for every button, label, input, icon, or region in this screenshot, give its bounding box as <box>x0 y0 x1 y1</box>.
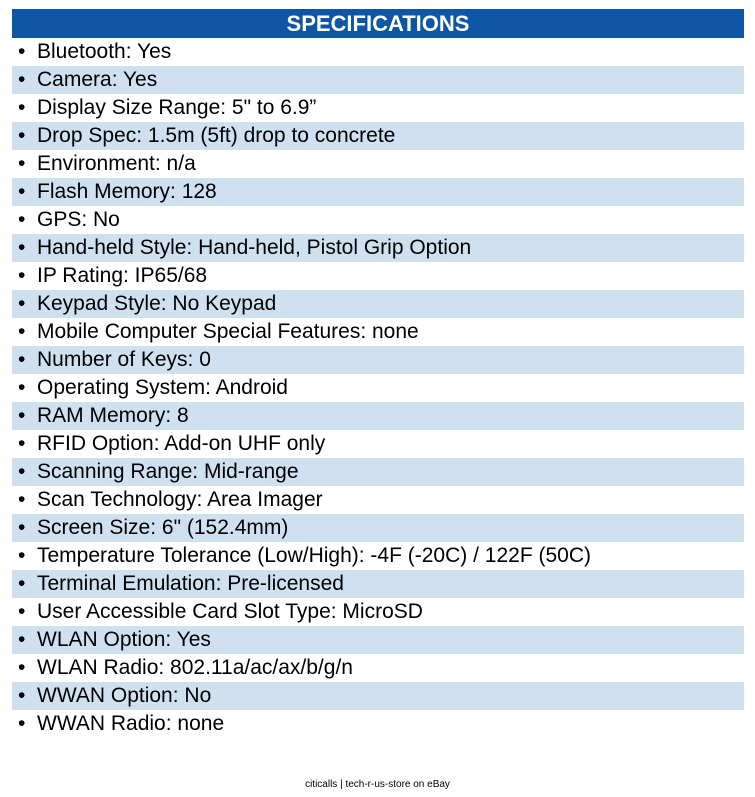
bullet-icon: • <box>18 684 26 707</box>
bullet-icon: • <box>18 488 26 511</box>
spec-row <box>12 542 744 570</box>
bullet-icon: • <box>18 68 26 91</box>
bullet-icon: • <box>18 712 26 735</box>
spec-text: Flash Memory: 128 <box>37 180 217 203</box>
spec-text: Drop Spec: 1.5m (5ft) drop to concrete <box>37 124 396 147</box>
bullet-icon: • <box>18 40 26 63</box>
bullet-icon: • <box>18 432 26 455</box>
spec-text: RFID Option: Add-on UHF only <box>37 432 326 455</box>
spec-text: Terminal Emulation: Pre-licensed <box>37 572 344 595</box>
bullet-icon: • <box>18 656 26 679</box>
specifications-list <box>12 38 744 738</box>
spec-text: User Accessible Card Slot Type: MicroSD <box>37 600 423 623</box>
bullet-icon: • <box>18 236 26 259</box>
spec-row <box>12 514 744 542</box>
spec-text: Mobile Computer Special Features: none <box>37 320 419 343</box>
spec-row <box>12 150 744 178</box>
spec-row <box>12 66 744 94</box>
spec-text: Bluetooth: Yes <box>37 40 172 63</box>
spec-text: Temperature Tolerance (Low/High): -4F (-20C) / 122F (50C) <box>37 544 591 567</box>
bullet-icon: • <box>18 264 26 287</box>
spec-text: Scanning Range: Mid-range <box>37 460 299 483</box>
spec-row <box>12 374 744 402</box>
bullet-icon: • <box>18 516 26 539</box>
spec-text: Keypad Style: No Keypad <box>37 292 277 315</box>
bullet-icon: • <box>18 460 26 483</box>
spec-text: Hand-held Style: Hand-held, Pistol Grip Option <box>37 236 472 259</box>
spec-row <box>12 318 744 346</box>
spec-text: GPS: No <box>37 208 120 231</box>
bullet-icon: • <box>18 572 26 595</box>
spec-text: RAM Memory: 8 <box>37 404 189 427</box>
spec-text: Environment: n/a <box>37 152 196 175</box>
bullet-icon: • <box>18 544 26 567</box>
spec-row <box>12 262 744 290</box>
spec-row <box>12 710 744 738</box>
spec-text: Operating System: Android <box>37 376 288 399</box>
spec-row <box>12 682 744 710</box>
spec-text: Scan Technology: Area Imager <box>37 488 323 511</box>
spec-row <box>12 178 744 206</box>
spec-row <box>12 430 744 458</box>
spec-row <box>12 626 744 654</box>
spec-row <box>12 290 744 318</box>
bullet-icon: • <box>18 292 26 315</box>
spec-text: Screen Size: 6" (152.4mm) <box>37 516 289 539</box>
bullet-icon: • <box>18 180 26 203</box>
spec-row <box>12 402 744 430</box>
bullet-icon: • <box>18 320 26 343</box>
spec-text: WWAN Option: No <box>37 684 212 707</box>
spec-row <box>12 598 744 626</box>
bullet-icon: • <box>18 404 26 427</box>
bullet-icon: • <box>18 600 26 623</box>
bullet-icon: • <box>18 152 26 175</box>
footer-text: citicalls | tech-r-us-store on eBay <box>305 779 450 790</box>
spec-text: WLAN Radio: 802.11a/ac/ax/b/g/n <box>37 656 353 679</box>
spec-row <box>12 570 744 598</box>
spec-row <box>12 654 744 682</box>
spec-text: Number of Keys: 0 <box>37 348 211 371</box>
spec-row <box>12 486 744 514</box>
spec-row <box>12 38 744 66</box>
spec-row <box>12 206 744 234</box>
footer-credit <box>0 779 755 790</box>
specifications-header <box>12 9 744 38</box>
spec-row <box>12 94 744 122</box>
bullet-icon: • <box>18 628 26 651</box>
spec-row <box>12 458 744 486</box>
bullet-icon: • <box>18 348 26 371</box>
bullet-icon: • <box>18 124 26 147</box>
spec-row <box>12 234 744 262</box>
spec-text: WLAN Option: Yes <box>37 628 211 651</box>
bullet-icon: • <box>18 96 26 119</box>
header-title: SPECIFICATIONS <box>286 11 470 36</box>
spec-row <box>12 122 744 150</box>
bullet-icon: • <box>18 208 26 231</box>
spec-text: Camera: Yes <box>37 68 158 91</box>
spec-text: IP Rating: IP65/68 <box>37 264 208 287</box>
spec-row <box>12 346 744 374</box>
spec-text: WWAN Radio: none <box>37 712 225 735</box>
bullet-icon: • <box>18 376 26 399</box>
spec-text: Display Size Range: 5" to 6.9” <box>37 96 317 119</box>
